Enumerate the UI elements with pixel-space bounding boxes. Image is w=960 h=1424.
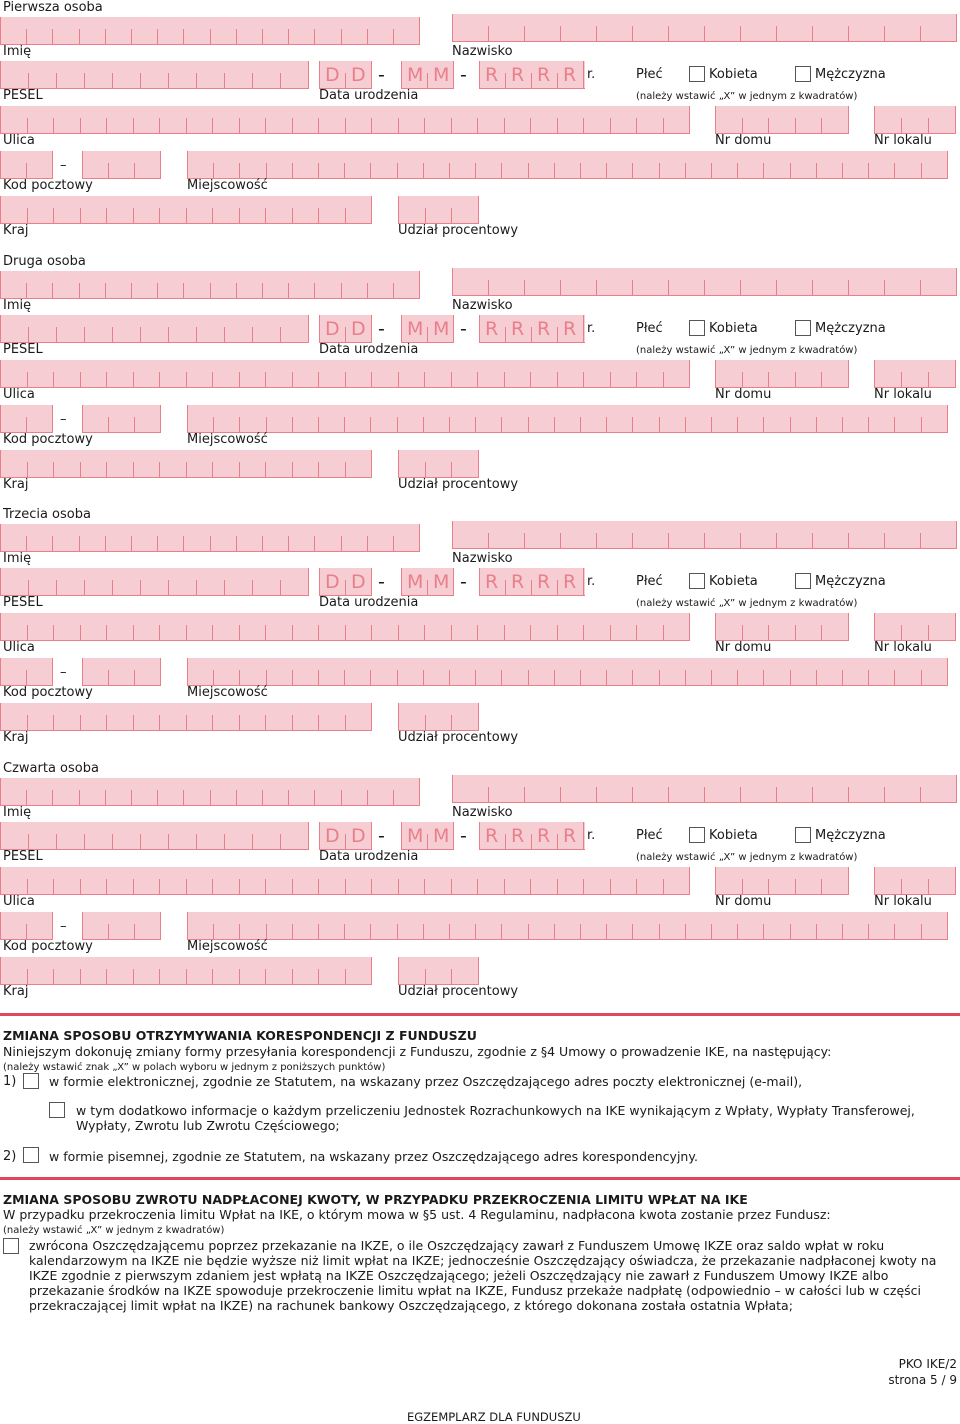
person-title: Pierwsza osoba — [3, 0, 103, 15]
birth-date-suffix: r. — [587, 574, 596, 589]
apartment-number-label: Nr lokalu — [874, 894, 932, 909]
date-mask-char: M — [407, 825, 424, 847]
city-label: Miejscowość — [187, 685, 268, 700]
date-mask-char: D — [325, 64, 340, 86]
first-name-label: Imię — [3, 298, 32, 313]
date-mask-char: R — [563, 825, 577, 847]
person-title: Druga osoba — [3, 254, 86, 269]
pesel-label: PESEL — [3, 342, 43, 357]
percentage-share-label: Udział procentowy — [398, 223, 519, 238]
house-number-field[interactable] — [715, 613, 848, 641]
birth-date-field[interactable] — [319, 315, 585, 343]
pesel-label: PESEL — [3, 595, 43, 610]
date-mask-char: - — [460, 571, 467, 593]
date-mask-char: M — [433, 64, 450, 86]
last-name-field[interactable] — [452, 14, 956, 42]
date-mask-char: D — [351, 571, 366, 593]
section-divider-2 — [0, 1177, 960, 1180]
street-field[interactable] — [0, 360, 689, 388]
conversion-info-label: w tym dodatkowo informacje o każdym przeliczeniu Jednostek Rozrachunkowych na IKE wynikającym z Wpłaty, Wypłaty Transferowej, Wypłaty, Zwrotu lub Zwrotu Częściowego; — [76, 1103, 915, 1133]
date-mask-char: - — [378, 571, 385, 593]
date-mask-char: R — [511, 825, 525, 847]
percentage-share-label: Udział procentowy — [398, 477, 519, 492]
option-1-number: 1) — [3, 1074, 17, 1089]
person-title: Czwarta osoba — [3, 761, 99, 776]
house-number-label: Nr domu — [715, 387, 772, 402]
date-mask-char: R — [485, 825, 499, 847]
male-checkbox[interactable] — [795, 827, 811, 843]
date-mask-char: - — [460, 64, 467, 86]
date-mask-char: R — [511, 64, 525, 86]
female-checkbox[interactable] — [689, 827, 705, 843]
first-name-label: Imię — [3, 805, 32, 820]
apartment-number-label: Nr lokalu — [874, 640, 932, 655]
birth-date-label: Data urodzenia — [319, 88, 419, 103]
option-2-number: 2) — [3, 1149, 17, 1164]
date-mask-char: R — [563, 318, 577, 340]
female-checkbox[interactable] — [689, 66, 705, 82]
first-name-field[interactable] — [0, 778, 419, 806]
last-name-field[interactable] — [452, 521, 956, 549]
city-label: Miejscowość — [187, 432, 268, 447]
date-mask-char: - — [378, 318, 385, 340]
sex-label: Płeć — [636, 828, 663, 843]
correspondence-intro: Niniejszym dokonuję zmiany formy przesyłania korespondencji z Funduszu, zgodnie z §4 Umowy o prowadzenie IKE, na następujący: — [3, 1044, 832, 1059]
electronic-correspondence-label: w formie elektronicznej, zgodnie ze Statutem, na wskazany przez Oszczędzającego adres poczty elektronicznej (e-mail), — [49, 1074, 803, 1089]
pesel-field[interactable] — [0, 822, 308, 850]
street-field[interactable] — [0, 867, 689, 895]
first-name-field[interactable] — [0, 17, 419, 45]
postal-code-part1-field[interactable] — [0, 658, 52, 686]
section-divider — [0, 1013, 960, 1016]
sex-label: Płeć — [636, 574, 663, 589]
postal-code-part1-field[interactable] — [0, 405, 52, 433]
date-mask-char: R — [485, 318, 499, 340]
correspondence-title: ZMIANA SPOSOBU OTRZYMYWANIA KORESPONDENCJI Z FUNDUSZU — [3, 1028, 477, 1043]
date-mask-char: M — [433, 825, 450, 847]
percentage-share-field[interactable] — [398, 196, 478, 224]
percentage-share-field[interactable] — [398, 703, 478, 731]
apartment-number-field[interactable] — [874, 360, 955, 388]
date-mask-char: R — [537, 64, 551, 86]
birth-date-suffix: r. — [587, 321, 596, 336]
city-field[interactable] — [187, 658, 947, 686]
pesel-field[interactable] — [0, 61, 308, 89]
male-checkbox[interactable] — [795, 320, 811, 336]
date-mask-char: M — [407, 318, 424, 340]
street-label: Ulica — [3, 387, 35, 402]
correspondence-hint: (należy wstawić znak „X” w polach wyboru w jednym z poniższych punktów) — [3, 1062, 386, 1073]
last-name-label: Nazwisko — [452, 551, 513, 566]
date-mask-char: D — [325, 318, 340, 340]
street-field[interactable] — [0, 613, 689, 641]
postal-code-part1-field[interactable] — [0, 912, 52, 940]
percentage-share-field[interactable] — [398, 450, 478, 478]
last-name-label: Nazwisko — [452, 805, 513, 820]
percentage-share-label: Udział procentowy — [398, 984, 519, 999]
birth-date-label: Data urodzenia — [319, 595, 419, 610]
copy-label: EGZEMPLARZ DLA FUNDUSZU — [407, 1410, 581, 1424]
postal-code-label: Kod pocztowy — [3, 939, 93, 954]
date-mask-char: - — [378, 825, 385, 847]
sex-label: Płeć — [636, 67, 663, 82]
sex-hint: (należy wstawić „X” w jednym z kwadratów) — [636, 345, 858, 356]
paper-correspondence-label: w formie pisemnej, zgodnie ze Statutem, na wskazany przez Oszczędzającego adres korespondencyjny. — [49, 1149, 698, 1164]
postal-code-part2-field[interactable] — [82, 151, 160, 179]
male-label: Mężczyzna — [815, 828, 886, 843]
sex-hint: (należy wstawić „X” w jednym z kwadratów) — [636, 598, 858, 609]
country-field[interactable] — [0, 450, 371, 478]
pesel-field[interactable] — [0, 315, 308, 343]
first-name-field[interactable] — [0, 271, 419, 299]
city-label: Miejscowość — [187, 178, 268, 193]
postal-code-dash: – — [60, 158, 67, 173]
birth-date-label: Data urodzenia — [319, 342, 419, 357]
date-mask-char: R — [485, 64, 499, 86]
house-number-field[interactable] — [715, 867, 848, 895]
male-label: Mężczyzna — [815, 67, 886, 82]
street-field[interactable] — [0, 106, 689, 134]
city-field[interactable] — [187, 151, 947, 179]
date-mask-char: M — [407, 64, 424, 86]
overpayment-ikze-label: zwrócona Oszczędzającemu poprzez przekazanie na IKZE, o ile Oszczędzający zawarł z Funduszem Umowę IKZE oraz saldo wpłat w roku kalendarzowym na IKZE nie będzie wyższe niż limit wpłat na IKZE; jednocześnie Oszczędzający oświadcza, że przekazanie nadpłaconej kwoty na IKZE zgodnie z pierwszym zdaniem jest wpłatą na IKZE Oszczędzającego; jeżeli Oszczędzający nie zawarł z Funduszem Umowy IKZE albo przekazanie środków na IKZE spowoduje przekroczenie limitu wpłat na IKZE, Fundusz przekaże nadpłatę (odpowiednio – w całości lub w części przekraczającej limit wpłat na IKZE) na rachunek bankowy Oszczędzającego, z którego dokonana została ostatnia Wpłata; — [29, 1238, 937, 1313]
conversion-info-checkbox[interactable] — [49, 1102, 65, 1118]
date-mask-char: D — [351, 318, 366, 340]
date-mask-char: - — [460, 825, 467, 847]
postal-code-dash: – — [60, 412, 67, 427]
female-label: Kobieta — [709, 67, 758, 82]
postal-code-dash: – — [60, 665, 67, 680]
sex-hint: (należy wstawić „X” w jednym z kwadratów) — [636, 852, 858, 863]
female-label: Kobieta — [709, 321, 758, 336]
country-label: Kraj — [3, 984, 29, 999]
postal-code-label: Kod pocztowy — [3, 432, 93, 447]
apartment-number-label: Nr lokalu — [874, 133, 932, 148]
sex-hint: (należy wstawić „X” w jednym z kwadratów) — [636, 91, 858, 102]
house-number-field[interactable] — [715, 106, 848, 134]
pesel-label: PESEL — [3, 88, 43, 103]
city-label: Miejscowość — [187, 939, 268, 954]
date-mask-char: R — [537, 318, 551, 340]
date-mask-char: D — [351, 825, 366, 847]
electronic-correspondence-checkbox[interactable] — [23, 1073, 39, 1089]
postal-code-label: Kod pocztowy — [3, 178, 93, 193]
female-checkbox[interactable] — [689, 320, 705, 336]
country-field[interactable] — [0, 196, 371, 224]
pesel-label: PESEL — [3, 849, 43, 864]
percentage-share-label: Udział procentowy — [398, 730, 519, 745]
date-mask-char: D — [351, 64, 366, 86]
date-mask-char: R — [511, 571, 525, 593]
first-name-field[interactable] — [0, 524, 419, 552]
date-mask-char: R — [537, 571, 551, 593]
date-mask-char: R — [563, 64, 577, 86]
street-label: Ulica — [3, 894, 35, 909]
country-label: Kraj — [3, 477, 29, 492]
date-mask-char: - — [378, 64, 385, 86]
date-mask-char: - — [460, 318, 467, 340]
male-label: Mężczyzna — [815, 321, 886, 336]
overpayment-hint: (należy wstawić „X” w jednym z kwadratów) — [3, 1225, 225, 1236]
country-field[interactable] — [0, 703, 371, 731]
last-name-label: Nazwisko — [452, 298, 513, 313]
male-label: Mężczyzna — [815, 574, 886, 589]
paper-correspondence-checkbox[interactable] — [23, 1147, 39, 1163]
male-checkbox[interactable] — [795, 66, 811, 82]
city-field[interactable] — [187, 405, 947, 433]
country-label: Kraj — [3, 223, 29, 238]
first-name-label: Imię — [3, 44, 32, 59]
female-label: Kobieta — [709, 828, 758, 843]
date-mask-char: R — [537, 825, 551, 847]
overpayment-ikze-checkbox[interactable] — [3, 1238, 19, 1254]
house-number-label: Nr domu — [715, 133, 772, 148]
birth-date-field[interactable] — [319, 822, 585, 850]
pesel-field[interactable] — [0, 568, 308, 596]
first-name-label: Imię — [3, 551, 32, 566]
street-label: Ulica — [3, 640, 35, 655]
city-field[interactable] — [187, 912, 947, 940]
date-mask-char: D — [325, 825, 340, 847]
female-checkbox[interactable] — [689, 573, 705, 589]
house-number-label: Nr domu — [715, 640, 772, 655]
postal-code-label: Kod pocztowy — [3, 685, 93, 700]
birth-date-label: Data urodzenia — [319, 849, 419, 864]
female-label: Kobieta — [709, 574, 758, 589]
overpayment-title: ZMIANA SPOSOBU ZWROTU NADPŁACONEJ KWOTY, W PRZYPADKU PRZEKROCZENIA LIMITU WPŁAT NA IKE — [3, 1192, 748, 1207]
apartment-number-field[interactable] — [874, 613, 955, 641]
postal-code-part1-field[interactable] — [0, 151, 52, 179]
person-title: Trzecia osoba — [3, 507, 91, 522]
house-number-field[interactable] — [715, 360, 848, 388]
country-field[interactable] — [0, 957, 371, 985]
apartment-number-field[interactable] — [874, 106, 955, 134]
house-number-label: Nr domu — [715, 894, 772, 909]
birth-date-suffix: r. — [587, 828, 596, 843]
postal-code-part2-field[interactable] — [82, 405, 160, 433]
birth-date-field[interactable] — [319, 568, 585, 596]
male-checkbox[interactable] — [795, 573, 811, 589]
date-mask-char: M — [433, 571, 450, 593]
overpayment-intro: W przypadku przekroczenia limitu Wpłat na IKE, o którym mowa w §5 ust. 4 Regulaminu, nadpłacona kwota zostanie przez Fundusz: — [3, 1207, 831, 1222]
postal-code-part2-field[interactable] — [82, 912, 160, 940]
postal-code-dash: – — [60, 919, 67, 934]
apartment-number-label: Nr lokalu — [874, 387, 932, 402]
date-mask-char: M — [407, 571, 424, 593]
last-name-field[interactable] — [452, 268, 956, 296]
country-label: Kraj — [3, 730, 29, 745]
date-mask-char: R — [511, 318, 525, 340]
sex-label: Płeć — [636, 321, 663, 336]
date-mask-char: R — [563, 571, 577, 593]
date-mask-char: D — [325, 571, 340, 593]
form-code: PKO IKE/2 — [898, 1357, 957, 1371]
birth-date-field[interactable] — [319, 61, 585, 89]
street-label: Ulica — [3, 133, 35, 148]
last-name-label: Nazwisko — [452, 44, 513, 59]
postal-code-part2-field[interactable] — [82, 658, 160, 686]
percentage-share-field[interactable] — [398, 957, 478, 985]
date-mask-char: M — [433, 318, 450, 340]
date-mask-char: R — [485, 571, 499, 593]
last-name-field[interactable] — [452, 775, 956, 803]
apartment-number-field[interactable] — [874, 867, 955, 895]
page-number: strona 5 / 9 — [888, 1373, 957, 1387]
birth-date-suffix: r. — [587, 67, 596, 82]
